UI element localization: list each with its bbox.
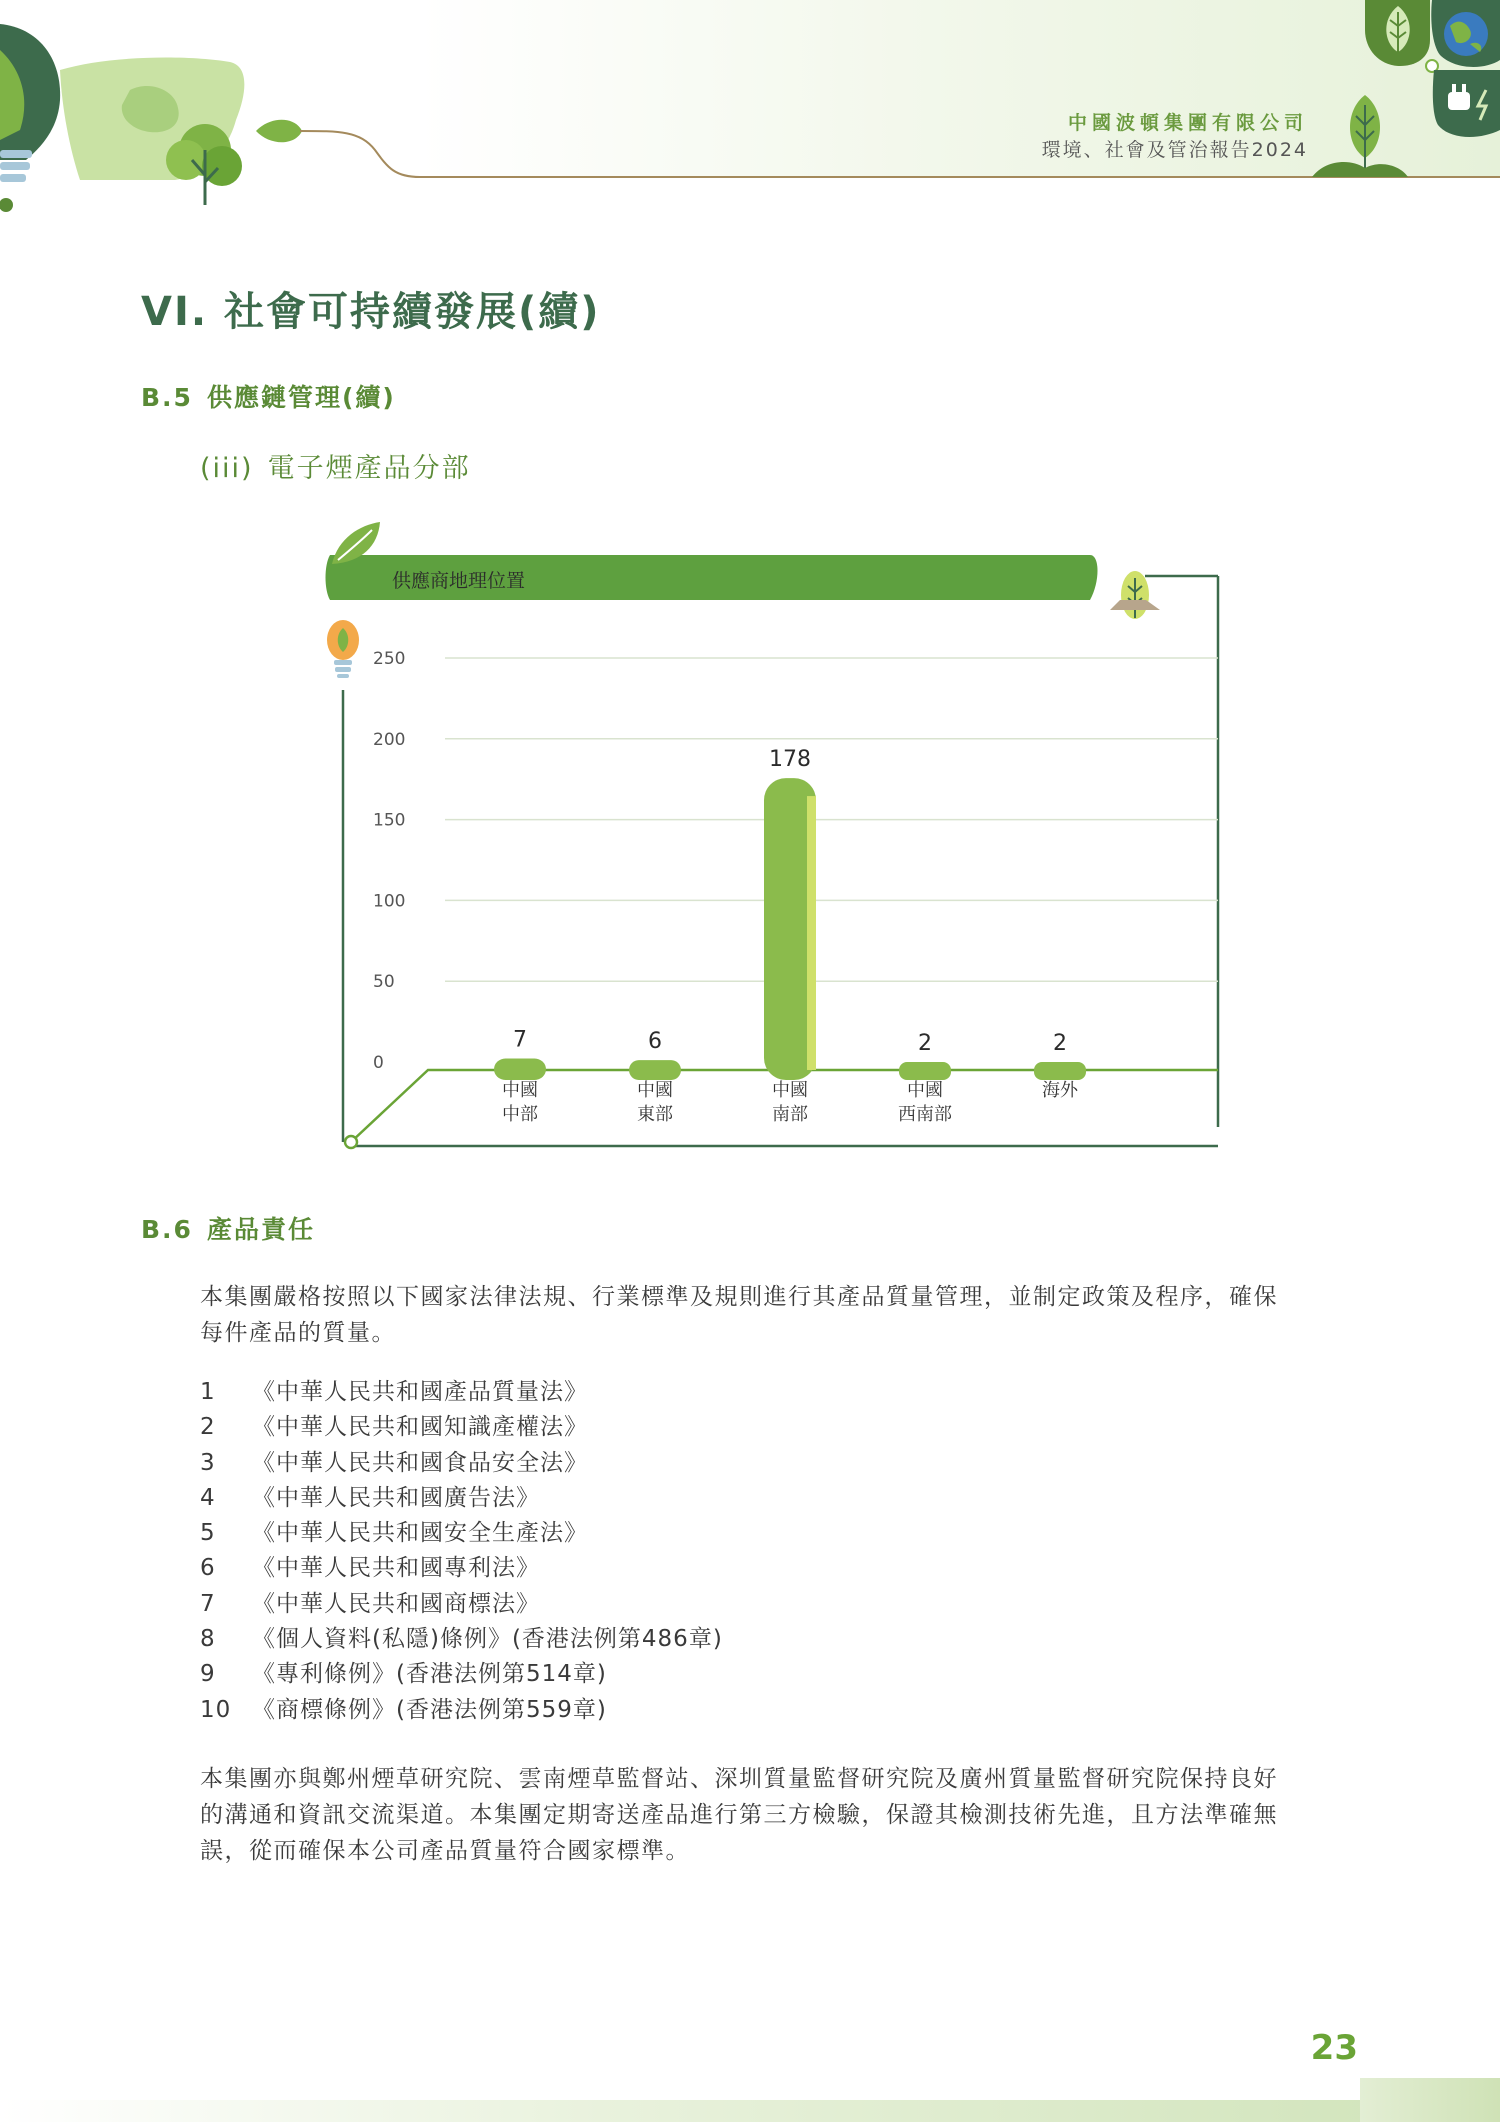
section-b6-number: B.6 <box>141 1215 193 1244</box>
law-list-item <box>200 1587 723 1622</box>
law-title: 《中華人民共和國廣告法》 <box>252 1484 540 1511</box>
bar-body <box>1034 1062 1086 1080</box>
bar-value-label: 2 <box>1053 1031 1067 1056</box>
y-tick-label: 200 <box>373 729 406 750</box>
law-list-item <box>200 1551 723 1586</box>
plug-icon <box>1433 70 1500 137</box>
paragraph-intro-line: 每件產品的質量。 <box>200 1320 396 1346</box>
law-number: 5 <box>200 1520 216 1547</box>
x-category-label: 中國 <box>907 1080 943 1101</box>
law-number: 10 <box>200 1696 232 1723</box>
y-tick-label: 0 <box>373 1053 384 1073</box>
law-title: 《個人資料(私隱)條例》(香港法例第486章) <box>252 1626 723 1653</box>
chart-title: 供應商地理位置 <box>392 570 526 592</box>
paragraph-testing-line: 誤，從而確保本公司產品質量符合國家標準。 <box>200 1838 690 1864</box>
bar <box>899 1062 951 1080</box>
law-number: 1 <box>200 1379 216 1405</box>
leaf-badge-icon <box>1365 0 1430 66</box>
law-list-item <box>200 1481 723 1516</box>
chart-tree-icon <box>1110 571 1160 619</box>
paragraph-testing-line: 本集團亦與鄭州煙草研究院、雲南煙草監督站、深圳質量監督研究院及廣州質量監督研究院保持良好 <box>200 1766 1278 1792</box>
law-list-item <box>200 1693 723 1728</box>
paragraph-testing <box>200 1761 1360 1869</box>
law-number: 9 <box>200 1661 216 1688</box>
x-category-label: 中國 <box>772 1080 808 1101</box>
bar-value-label: 178 <box>769 747 811 773</box>
bar <box>1034 1062 1086 1080</box>
subsection-number: (iii) <box>200 453 254 484</box>
chart-lightbulb-icon <box>327 620 359 678</box>
report-name: 環境、社會及管治報告2024 <box>1041 139 1308 161</box>
bar-value-label: 7 <box>513 1027 527 1053</box>
paragraph-intro <box>200 1279 1360 1351</box>
small-tree-icon <box>1312 95 1408 177</box>
bar-highlight <box>807 796 816 1070</box>
law-number: 3 <box>200 1449 216 1476</box>
law-title: 《中華人民共和國商標法》 <box>252 1590 540 1617</box>
law-title: 《中華人民共和國食品安全法》 <box>252 1449 588 1476</box>
x-category-label: 東部 <box>637 1104 673 1125</box>
paragraph-intro-line: 本集團嚴格按照以下國家法律法規、行業標準及規則進行其產品質量管理，並制定政策及程序，確保 <box>200 1284 1278 1310</box>
law-title: 《中華人民共和國專利法》 <box>252 1555 540 1582</box>
x-category-label: 海外 <box>1042 1080 1078 1101</box>
law-list-item <box>200 1375 723 1410</box>
subsection-title: 電子煙產品分部 <box>267 453 471 484</box>
law-title: 《中華人民共和國產品質量法》 <box>252 1379 588 1405</box>
law-number: 8 <box>200 1626 216 1653</box>
bar-value-label: 6 <box>648 1029 662 1055</box>
x-category-label: 南部 <box>772 1104 808 1125</box>
law-list-item <box>200 1516 723 1551</box>
y-tick-label: 50 <box>373 972 395 993</box>
law-list-item <box>200 1410 723 1445</box>
supplier-location-chart <box>310 510 1230 1160</box>
law-title: 《商標條例》(香港法例第559章) <box>252 1696 607 1723</box>
bar <box>629 1060 681 1080</box>
law-list <box>200 1375 723 1728</box>
law-list-item <box>200 1657 723 1692</box>
paragraph-testing-line: 的溝通和資訊交流渠道。本集團定期寄送產品進行第三方檢驗，保證其檢測技術先進，且方法準確無 <box>200 1802 1278 1828</box>
section-b5-title: 供應鏈管理(續) <box>206 383 396 412</box>
law-title: 《專利條例》(香港法例第514章) <box>252 1661 607 1688</box>
bar-body <box>899 1062 951 1080</box>
footer-block <box>1360 2078 1500 2122</box>
x-category-label: 中部 <box>502 1104 538 1125</box>
company-name: 中國波頓集團有限公司 <box>1067 112 1308 134</box>
bar <box>494 1059 546 1080</box>
hand-tree-icon <box>60 57 244 205</box>
section-b6-heading <box>141 1210 315 1246</box>
page-title: VI. 社會可持續發展(續) <box>141 289 601 335</box>
bar-value-label: 2 <box>918 1031 932 1056</box>
x-category-label: 西南部 <box>898 1104 952 1125</box>
y-tick-label: 100 <box>373 891 406 912</box>
bar <box>764 778 816 1080</box>
x-category-label: 中國 <box>637 1080 673 1101</box>
page-number: 23 <box>1310 2028 1358 2068</box>
law-title: 《中華人民共和國安全生產法》 <box>252 1520 588 1547</box>
bar-body <box>494 1059 546 1080</box>
section-b5-heading <box>141 378 396 414</box>
subsection-heading <box>200 446 471 485</box>
bar-body <box>629 1060 681 1080</box>
law-number: 7 <box>200 1590 216 1617</box>
x-category-label: 中國 <box>502 1080 538 1101</box>
leaf-icon <box>256 120 302 143</box>
law-number: 4 <box>200 1484 216 1511</box>
lightbulb-icon <box>0 24 60 212</box>
footer-band <box>0 2100 1500 2122</box>
law-number: 2 <box>200 1414 216 1441</box>
section-b5-number: B.5 <box>141 383 193 412</box>
law-list-item <box>200 1446 723 1481</box>
law-number: 6 <box>200 1555 216 1582</box>
globe-icon <box>1431 0 1500 67</box>
law-title: 《中華人民共和國知識產權法》 <box>252 1414 588 1441</box>
law-list-item <box>200 1622 723 1657</box>
section-b6-title: 產品責任 <box>206 1215 315 1244</box>
y-tick-label: 250 <box>373 649 406 669</box>
y-tick-label: 150 <box>373 810 406 831</box>
